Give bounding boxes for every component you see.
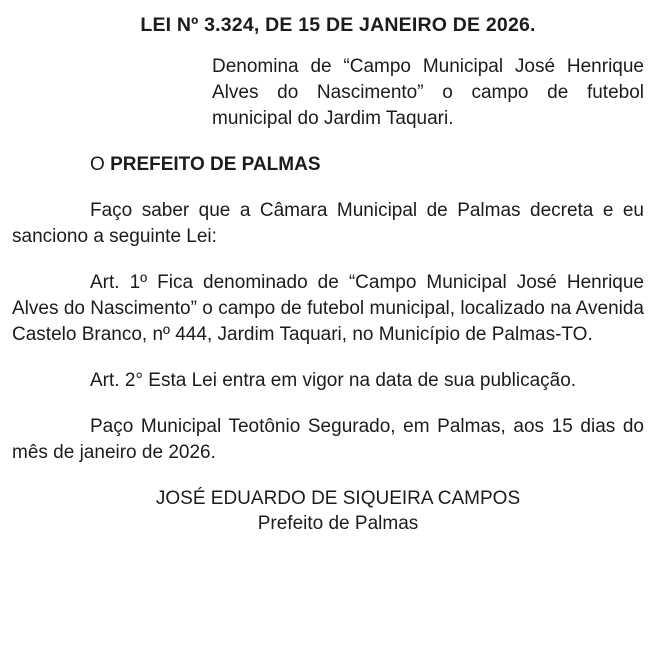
signer-name: JOSÉ EDUARDO DE SIQUEIRA CAMPOS xyxy=(155,488,521,509)
article-1: Art. 1º Fica denominado de “Campo Municipal José Henrique Alves do Nascimento” o campo de futebol municipal, localizado na Avenida Castelo Branco, nº 444, Jardim Taquari, no Município de Palmas-TO. xyxy=(12,272,644,345)
enacting-authority xyxy=(90,152,644,178)
preamble: Faço saber que a Câmara Municipal de Palmas decreta e eu sanciono a seguinte Lei: xyxy=(12,200,644,247)
law-title: LEI Nº 3.324, DE 15 DE JANEIRO DE 2026. xyxy=(140,14,536,36)
signature-block xyxy=(12,486,644,536)
enacting-authority-prefix: O xyxy=(90,154,111,175)
law-ementa: Denomina de “Campo Municipal José Henrique Alves do Nascimento” o campo de futebol municipal do Jardim Taquari. xyxy=(212,56,644,129)
closing-formula: Paço Municipal Teotônio Segurado, em Palmas, aos 15 dias do mês de janeiro de 2026. xyxy=(12,416,644,463)
article-2: Art. 2° Esta Lei entra em vigor na data de sua publicação. xyxy=(90,370,577,391)
enacting-authority-title: PREFEITO DE PALMAS xyxy=(110,154,321,175)
signer-role: Prefeito de Palmas xyxy=(257,513,419,534)
